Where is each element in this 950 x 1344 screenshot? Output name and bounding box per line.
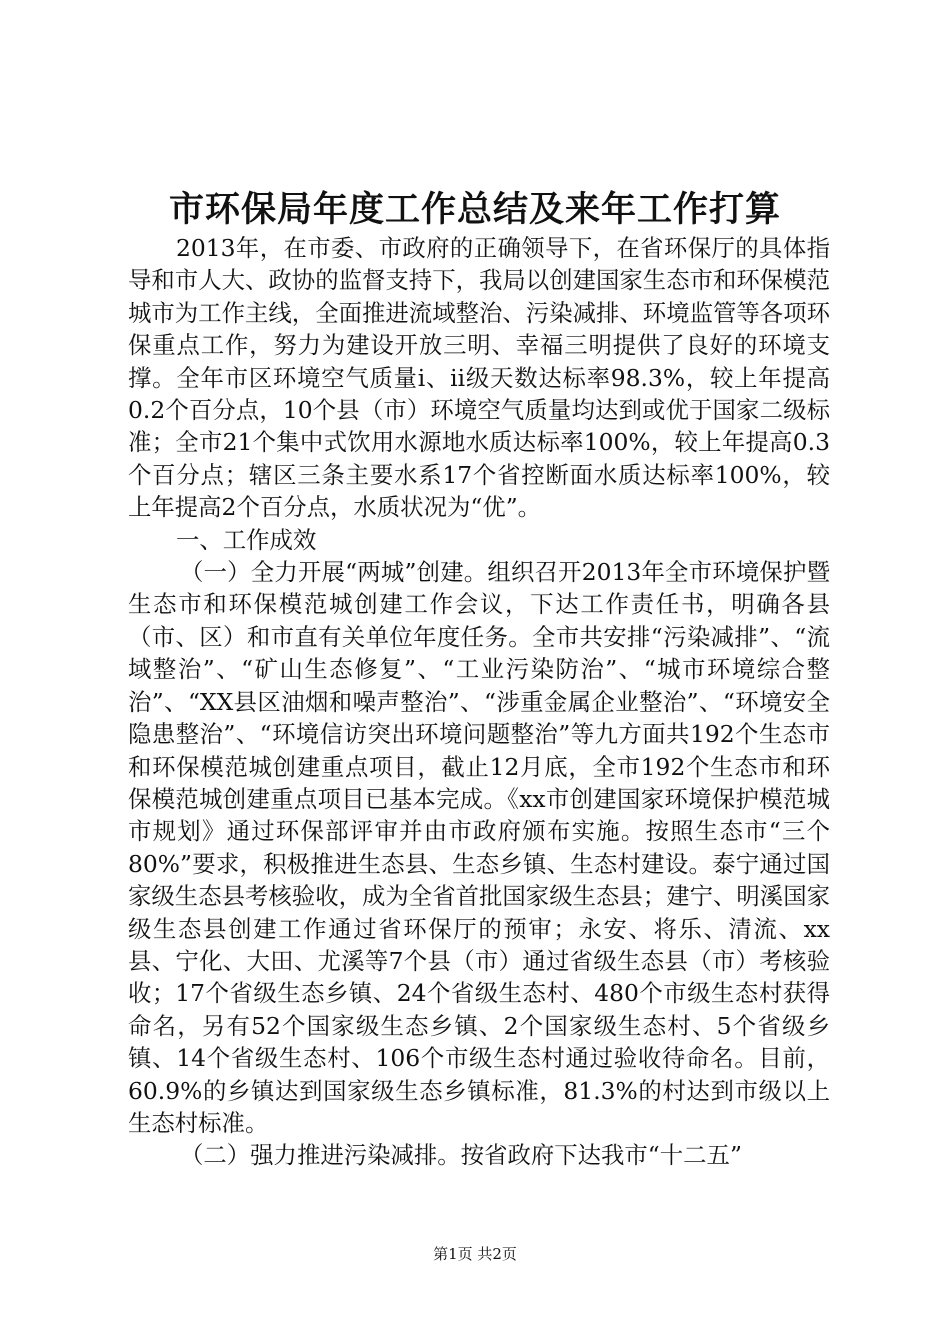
document-title: 市环保局年度工作总结及来年工作打算	[168, 190, 781, 230]
intro-paragraph: 2013年，在市委、市政府的正确领导下，在省环保厅的具体指导和市人大、政协的监督支持下，我局以创建国家生态市和环保模范城市为工作主线，全面推进流域整治、污染减排、环境监管等各项环保重点工作，努力为建设开放三明、幸福三明提供了良好的环境支撑。全年市区环境空气质量ⅰ、ⅱ级天数达标率98.3%，较上年提高0.2个百分点，10个县（市）环境空气质量均达到或优于国家二级标准；全市21个集中式饮用水源地水质达标率100%，较上年提高0.3个百分点；辖区三条主要水系17个省控断面水质达标率100%，较上年提高2个百分点，水质状况为“优”。	[128, 234, 830, 522]
section-heading: 一、工作成效	[176, 525, 317, 554]
page-footer: 第1页 共2页	[433, 1245, 517, 1263]
document-body	[128, 232, 830, 1172]
subsection-paragraph-2: （二）强力推进污染减排。按省政府下达我市“十二五”	[180, 1141, 742, 1170]
subsection-paragraph-1: （一）全力开展“两城”创建。组织召开2013年全市环境保护暨生态市和环保模范城创建工作会议，下达工作责任书，明确各县（市、区）和市直有关单位年度任务。全市共安排“污染减排”、“流域整治”、“矿山生态修复”、“工业污染防治”、“城市环境综合整治”、“XX县区油烟和噪声整治”、“涉重金属企业整治”、“环境安全隐患整治”、“环境信访突出环境问题整治”等九方面共192个生态市和环保模范城创建重点项目，截止12月底，全市192个生态市和环保模范城创建重点项目已基本完成。《xx市创建国家环境保护模范城市规划》通过环保部评审并由市政府颁布实施。按照生态市“三个80%”要求，积极推进生态县、生态乡镇、生态村建设。泰宁通过国家级生态县考核验收，成为全省首批国家级生态县；建宁、明溪国家级生态县创建工作通过省环保厅的预审；永安、将乐、清流、xx县、宁化、大田、尤溪等7个县（市）通过省级生态县（市）考核验收；17个省级生态乡镇、24个省级生态村、480个市级生态村获得命名，另有52个国家级生态乡镇、2个国家级生态村、5个省级乡镇、14个省级生态村、106个市级生态村通过验收待命名。目前，60.9%的乡镇达到国家级生态乡镇标准，81.3%的村达到市级以上生态村标准。	[128, 558, 830, 1137]
